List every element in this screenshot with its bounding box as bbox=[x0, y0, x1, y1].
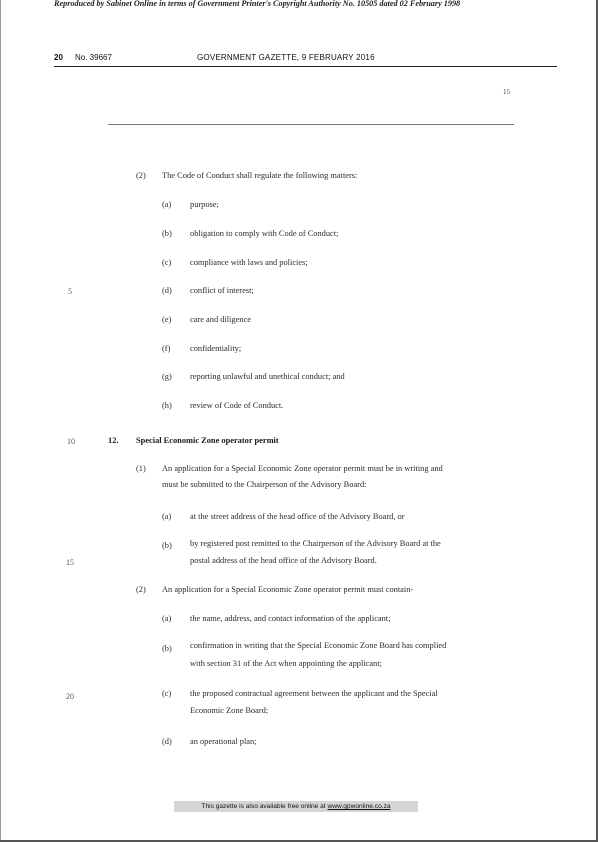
subsection-text-line: An application for a Special Economic Zone operator permit must be in writing and bbox=[162, 464, 443, 473]
subsection-number: (1) bbox=[136, 464, 146, 473]
list-item-label: (g) bbox=[162, 372, 172, 381]
list-item-label: (d) bbox=[162, 737, 172, 746]
clause-text: The Code of Conduct shall regulate the following matters: bbox=[162, 171, 358, 180]
list-item-label: (a) bbox=[162, 512, 172, 521]
gazette-number: No. 39667 bbox=[75, 53, 112, 62]
subsection-text-line: must be submitted to the Chairperson of the Advisory Board: bbox=[162, 480, 367, 489]
list-item-label: (c) bbox=[162, 689, 172, 698]
reproduction-notice: Reproduced by Sabinet Online in terms of Government Printer's Copyright Authority No. 10505 dated 02 February 1998 bbox=[54, 0, 461, 8]
list-item-text: an operational plan; bbox=[190, 737, 257, 746]
margin-line-number: 10 bbox=[67, 437, 75, 446]
list-item-label: (b) bbox=[162, 644, 172, 653]
header-rule bbox=[54, 66, 557, 67]
section-heading: Special Economic Zone operator permit bbox=[136, 436, 279, 445]
list-item-text: care and diligence bbox=[190, 315, 251, 324]
list-item-text: postal address of the head office of the Advisory Board. bbox=[190, 556, 377, 565]
list-item-text: Economic Zone Board; bbox=[190, 706, 269, 715]
list-item-text: confidentiality; bbox=[190, 344, 242, 353]
list-item-text: the name, address, and contact information of the applicant; bbox=[190, 614, 391, 623]
list-item-text: purpose; bbox=[190, 200, 219, 209]
list-item-label: (e) bbox=[162, 315, 172, 324]
list-item-label: (c) bbox=[162, 258, 172, 267]
list-item-text: confirmation in writing that the Special Economic Zone Board has complied bbox=[190, 641, 447, 650]
list-item-text: obligation to comply with Code of Conduct; bbox=[190, 229, 339, 238]
list-item-text: at the street address of the head office of the Advisory Board, or bbox=[190, 512, 405, 521]
gazette-title: GOVERNMENT GAZETTE, 9 FEBRUARY 2016 bbox=[197, 53, 375, 62]
list-item-text: with section 31 of the Act when appointing the applicant; bbox=[190, 659, 382, 668]
footer-banner bbox=[174, 801, 418, 812]
clause-number: (2) bbox=[136, 171, 146, 180]
scanned-header-rule bbox=[108, 124, 514, 125]
list-item-text: review of Code of Conduct. bbox=[190, 401, 284, 410]
list-item-text: the proposed contractual agreement between the applicant and the Special bbox=[190, 689, 438, 698]
gazette-page-number: 20 bbox=[54, 53, 63, 62]
list-item-label: (a) bbox=[162, 614, 172, 623]
list-item-text: conflict of interest; bbox=[190, 286, 254, 295]
list-item-label: (b) bbox=[162, 229, 172, 238]
original-page-number: 15 bbox=[503, 88, 510, 96]
margin-line-number: 5 bbox=[68, 287, 72, 296]
list-item-text: compliance with laws and policies; bbox=[190, 258, 308, 267]
subsection-text: An application for a Special Economic Zone operator permit must contain- bbox=[162, 585, 414, 594]
list-item-label: (b) bbox=[162, 541, 172, 550]
list-item-label: (d) bbox=[162, 286, 172, 295]
margin-line-number: 20 bbox=[66, 692, 74, 701]
footer-text: This gazette is also available free online at bbox=[201, 803, 328, 810]
list-item-label: (h) bbox=[162, 401, 172, 410]
list-item-label: (f) bbox=[162, 344, 171, 353]
list-item-label: (a) bbox=[162, 200, 172, 209]
list-item-text: by registered post remitted to the Chairperson of the Advisory Board at the bbox=[190, 539, 441, 548]
footer-link[interactable]: www.gpwonline.co.za bbox=[327, 803, 391, 810]
section-number: 12. bbox=[108, 436, 119, 445]
subsection-number: (2) bbox=[136, 585, 146, 594]
list-item-text: reporting unlawful and unethical conduct; and bbox=[190, 372, 345, 381]
margin-line-number: 15 bbox=[66, 558, 74, 567]
page-border-left bbox=[0, 0, 1, 842]
